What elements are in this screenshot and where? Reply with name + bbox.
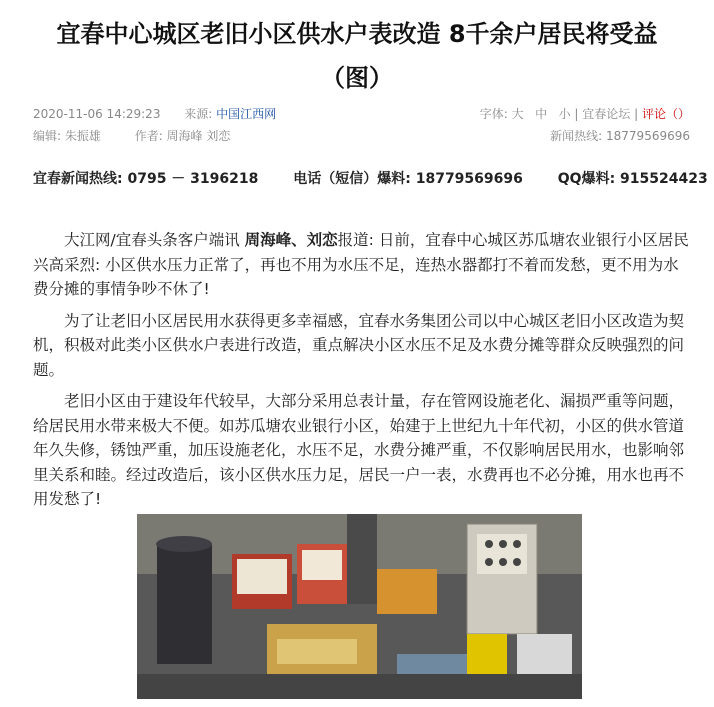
- phone-hotline: 电话（短信）爆料: 18779569696: [293, 171, 523, 187]
- paragraph-3: 老旧小区由于建设年代较早，大部分采用总表计量，存在管网设施老化、漏损严重等问题，给居民用水带来极大不便。如苏瓜塘农业银行小区，始建于上世纪九十年代初，小区的供水管道年久失修，锈蚀严重，加压设施老化，水压不足，水费分摊严重，不仅影响居民用水，也影响邻里关系和睦。经过改造后，该小区供水压力足，居民一户一表，水费再也不必分摊，用水也再不用发愁了!: [33, 392, 685, 508]
- source-link[interactable]: 中国江西网: [216, 107, 277, 121]
- hotline-bar: [33, 168, 714, 188]
- font-large-button[interactable]: 大: [511, 107, 524, 121]
- photo-illustration: [137, 514, 582, 699]
- p1-rest: 报道: 日前，宜春中心城区苏瓜塘农业银行小区居民兴高采烈: 小区供水压力正常了，再也不用为水压不足，连热水器都打不着而发愁，更不用为水费分摊的事情争吵不休了!: [33, 231, 689, 298]
- font-size-label: 字体:: [479, 107, 508, 121]
- font-small-button[interactable]: 小: [558, 107, 571, 121]
- forum-link[interactable]: 宜春论坛: [582, 107, 631, 121]
- title-line-2: （图）: [321, 64, 393, 92]
- divider: |: [574, 107, 583, 121]
- paragraph-2: 为了让老旧小区居民用水获得更多幸福感，宜春水务集团公司以中心城区老旧小区改造为契机，积极对此类小区供水户表进行改造，重点解决小区水压不足及水费分摊等群众反映强烈的问题。: [33, 311, 685, 379]
- editor: 编辑: 朱振雄: [33, 129, 101, 143]
- meta-row-1: [33, 105, 690, 122]
- p1-prefix: 大江网/宜春头条客户端讯: [64, 231, 245, 249]
- divider: |: [634, 107, 642, 121]
- qq-hotline: QQ爆料: 915524423: [557, 171, 708, 187]
- meta-row-2: [33, 127, 690, 144]
- source-label: 来源:: [184, 107, 213, 121]
- article-title: [0, 12, 714, 100]
- p1-authors: 周海峰、刘恋: [244, 231, 338, 249]
- font-medium-button[interactable]: 中: [535, 107, 548, 121]
- title-line-1: 宜春中心城区老旧小区供水户表改造 8千余户居民将受益: [56, 20, 658, 48]
- publish-date: 2020-11-06 14:29:23: [33, 107, 161, 121]
- paragraph-1: [33, 228, 689, 302]
- author: 作者: 周海峰 刘恋: [134, 129, 231, 143]
- article-photo: [137, 514, 582, 699]
- comment-link[interactable]: 评论（）: [641, 107, 690, 121]
- article-body: [33, 228, 689, 519]
- hotline-small: 新闻热线: 18779569696: [550, 129, 690, 143]
- news-hotline: 宜春新闻热线: 0795 － 3196218: [33, 171, 259, 187]
